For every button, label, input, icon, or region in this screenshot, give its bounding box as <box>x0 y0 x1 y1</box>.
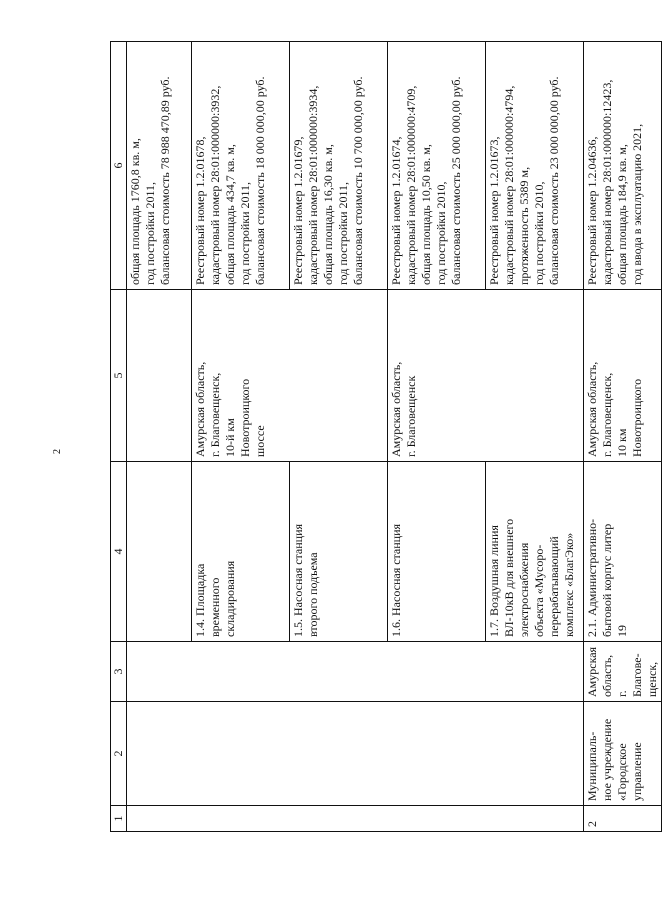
object-details-cell: Реестровый номер 1.2.01678, кадастровый номер 28:01:000000:3932, общая площадь 434,7 кв. м, год постройки 2011, балансовая стоимость 18 000 000,00 руб. <box>192 42 290 290</box>
table-row <box>127 42 192 832</box>
row2-location-cell: Амурская область, г. Благове- щенск, <box>584 642 662 702</box>
row1-details-cell: общая площадь 1760,8 кв. м, год постройки 2011, балансовая стоимость 78 988 470,89 руб. <box>127 42 192 290</box>
table-row <box>584 42 662 832</box>
header-cell-3: 3 <box>111 642 127 702</box>
row2-num-cell: 2 <box>584 806 662 832</box>
row2-name-cell: 2.1. Административно- бытовой корпус литер 19 <box>584 462 662 642</box>
row1-address-cell <box>127 290 192 462</box>
object-details-cell: Реестровый номер 1.2.01673, кадастровый номер 28:01:000000:4794, протяженность 5389 м, год постройки 2010, балансовая стоимость 23 000 000,00 руб. <box>486 42 584 290</box>
page-number: 2 <box>52 449 63 454</box>
header-cell-4: 4 <box>111 462 127 642</box>
row1-location-cell <box>127 642 584 702</box>
object-name-cell: 1.5. Насосная станция второго подъема <box>290 462 388 642</box>
row2-holder-cell: Муниципаль- ное учреждение «Городское управление <box>584 702 662 806</box>
header-cell-2: 2 <box>111 702 127 806</box>
header-cell-1: 1 <box>111 806 127 832</box>
row1-holder-cell <box>127 702 584 806</box>
object-address-cell: Амурская область, г. Благовещенск <box>388 290 584 462</box>
object-details-cell: Реестровый номер 1.2.01679, кадастровый номер 28:01:000000:3934, общая площадь 16,30 кв. м, год постройки 2011, балансовая стоимость 10 700 000,00 руб. <box>290 42 388 290</box>
row1-name-cell <box>127 462 192 642</box>
header-cell-5: 5 <box>111 290 127 462</box>
object-name-cell: 1.6. Насосная станция <box>388 462 486 642</box>
object-name-cell: 1.7. Воздушная линия ВЛ-10кВ для внешнего электроснабжения объекта «Мусоро- перерабатывающий комплекс «БлагЭко» <box>486 462 584 642</box>
property-table-sheet <box>110 42 659 832</box>
object-name-cell: 1.4. Площадка временного складирования <box>192 462 290 642</box>
property-table <box>110 41 662 832</box>
header-cell-6: 6 <box>111 42 127 290</box>
row1-num-cell <box>127 806 584 832</box>
object-details-cell: Реестровый номер 1.2.01674, кадастровый номер 28:01:000000:4709, общая площадь 10,50 кв. м, год постройки 2010, балансовая стоимость 25 000 000,00 руб. <box>388 42 486 290</box>
object-address-cell: Амурская область, г. Благовещенск, 10-й км Новотроицкого шоссе <box>192 290 388 462</box>
row2-address-cell: Амурская область, г. Благовещенск, 10 км Новотроицкого <box>584 290 662 462</box>
header-row <box>111 42 127 832</box>
row2-details-cell: Реестровый номер 1.2.04636, кадастровый номер 28:01:000000:12423, общая площадь 184,9 кв. м, год ввода в эксплуатацию 2021, <box>584 42 662 290</box>
